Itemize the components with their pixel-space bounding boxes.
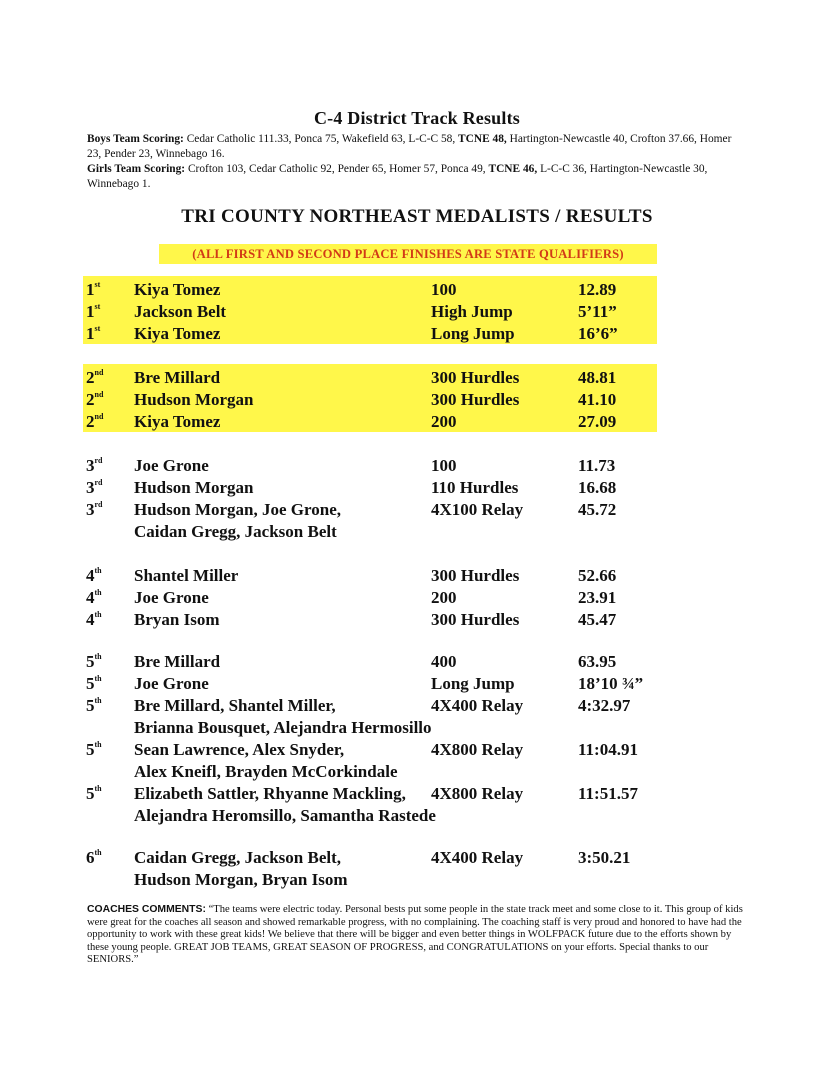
place-number: 5 (86, 784, 95, 803)
result-mark: 3:50.21 (578, 848, 631, 867)
place-suffix: nd (94, 412, 104, 421)
athlete-name: Joe Grone (134, 674, 209, 693)
event-name: 300 Hurdles (431, 390, 520, 409)
place-number: 5 (86, 674, 95, 693)
place-suffix: rd (94, 478, 103, 487)
place-suffix: th (94, 610, 102, 619)
event-name: 100 (431, 456, 457, 475)
place-number: 2 (86, 390, 95, 409)
result-row (86, 455, 706, 477)
document-title: C-4 District Track Results (313, 108, 520, 128)
place-label (86, 477, 103, 499)
result-row (86, 301, 706, 323)
place-suffix: st (94, 302, 101, 311)
athlete-name: Hudson Morgan, Bryan Isom (134, 870, 348, 889)
athlete-name: Kiya Tomez (134, 280, 221, 299)
result-row (86, 739, 706, 761)
athlete-name: Kiya Tomez (134, 412, 221, 431)
girls-team-scoring (87, 162, 747, 192)
place-number: 1 (86, 302, 95, 321)
athlete-name: Bre Millard (134, 368, 221, 387)
place-suffix: rd (94, 500, 103, 509)
place-label (86, 455, 103, 477)
athlete-name: Bre Millard, Shantel Miller, (134, 696, 336, 715)
result-mark: 16.68 (578, 478, 617, 497)
athlete-name: Hudson Morgan (134, 390, 254, 409)
place-number: 1 (86, 280, 95, 299)
place-number: 3 (86, 456, 95, 475)
result-row (86, 805, 706, 827)
place-number: 4 (86, 610, 95, 629)
coaches-comments-text: “The teams were electric today. Personal bests put some people in the state track meet and some close to it. This group of kids were great for the coaches all season and showed remarkable progress, with no complaining. The coaching staff is very proud and honored to have had the opportunity to work with these great kids! We believe that there will be bigger and even better things in WOLFPACK future due to the efforts shown by these young people. GREAT JOB TEAMS, GREAT SEASON OF PROGRESS, and CONGRATULATIONS on your efforts. Special thanks to our SENIORS.” (87, 904, 743, 966)
result-mark: 45.47 (578, 610, 617, 629)
coaches-comments-label: COACHES COMMENTS: (87, 904, 206, 915)
result-mark: 27.09 (578, 412, 617, 431)
athlete-name: Bryan Isom (134, 610, 220, 629)
place-label (86, 301, 100, 323)
place-suffix: st (94, 280, 101, 289)
event-name: 200 (431, 412, 457, 431)
athlete-name: Joe Grone (134, 588, 209, 607)
result-mark: 18’10 ¾” (578, 674, 644, 693)
girls-scoring-text-2: L-C-C 36, Hartington-Newcastle 30, Winnebago 1. (87, 163, 708, 190)
event-name: 300 Hurdles (431, 566, 520, 585)
place-number: 6 (86, 848, 95, 867)
place-suffix: nd (94, 368, 104, 377)
girls-scoring-label: Girls Team Scoring: (87, 163, 186, 175)
athlete-name: Caidan Gregg, Jackson Belt (134, 522, 337, 541)
place-number: 3 (86, 500, 95, 519)
place-label (86, 739, 102, 761)
result-row (86, 367, 706, 389)
boys-scoring-label: Boys Team Scoring: (87, 133, 184, 145)
event-name: 4X100 Relay (431, 500, 524, 519)
result-mark: 63.95 (578, 652, 617, 671)
place-label (86, 565, 102, 587)
event-name: Long Jump (431, 674, 515, 693)
place-suffix: th (94, 696, 102, 705)
event-name: 300 Hurdles (431, 368, 520, 387)
result-row (86, 323, 706, 345)
event-name: 4X800 Relay (431, 740, 524, 759)
event-name: 4X400 Relay (431, 848, 524, 867)
boys-scoring-text-2: Hartington-Newcastle 40, Crofton 37.66, Homer 23, Pender 23, Winnebago 16. (87, 133, 732, 160)
result-mark: 16’6” (578, 324, 618, 343)
result-row (86, 499, 706, 521)
event-name: 400 (431, 652, 457, 671)
place-suffix: nd (94, 390, 104, 399)
result-row (86, 651, 706, 673)
place-label (86, 587, 102, 609)
place-suffix: th (94, 848, 102, 857)
place-label (86, 323, 100, 345)
place-label (86, 499, 103, 521)
athlete-name: Brianna Bousquet, Alejandra Hermosillo (134, 718, 432, 737)
place-label (86, 411, 103, 433)
athlete-name: Bre Millard (134, 652, 221, 671)
result-row (86, 521, 706, 543)
result-mark: 4:32.97 (578, 696, 631, 715)
place-label (86, 651, 102, 673)
event-name: 4X400 Relay (431, 696, 524, 715)
girls-scoring-tcne: TCNE 46, (488, 163, 538, 175)
coaches-comments (87, 904, 747, 967)
result-row (86, 717, 706, 739)
result-row (86, 565, 706, 587)
athlete-name: Hudson Morgan, Joe Grone, (134, 500, 342, 519)
place-label (86, 279, 100, 301)
medalists-heading: TRI COUNTY NORTHEAST MEDALISTS / RESULTS (181, 206, 653, 227)
result-mark: 52.66 (578, 566, 617, 585)
place-number: 2 (86, 412, 95, 431)
result-mark: 23.91 (578, 588, 617, 607)
result-row (86, 411, 706, 433)
place-label (86, 783, 102, 805)
place-label (86, 609, 102, 631)
result-row (86, 783, 706, 805)
event-name: 4X800 Relay (431, 784, 524, 803)
place-number: 4 (86, 588, 95, 607)
boys-scoring-tcne: TCNE 48, (458, 133, 507, 145)
athlete-name: Alejandra Heromsillo, Samantha Rastede (134, 806, 436, 825)
place-label (86, 389, 103, 411)
place-number: 2 (86, 368, 95, 387)
athlete-name: Shantel Miller (134, 566, 239, 585)
girls-scoring-text-1: Crofton 103, Cedar Catholic 92, Pender 65, Homer 57, Ponca 49, (185, 163, 489, 175)
boys-scoring-text-1: Cedar Catholic 111.33, Ponca 75, Wakefield 63, L-C-C 58, (183, 133, 459, 145)
place-suffix: rd (94, 456, 103, 465)
result-mark: 48.81 (578, 368, 617, 387)
place-number: 1 (86, 324, 95, 343)
place-number: 5 (86, 696, 95, 715)
result-mark: 45.72 (578, 500, 617, 519)
result-mark: 11.73 (578, 456, 616, 475)
result-mark: 11:04.91 (578, 740, 638, 759)
event-name: 110 Hurdles (431, 478, 519, 497)
place-number: 5 (86, 740, 95, 759)
event-name: 300 Hurdles (431, 610, 520, 629)
place-number: 5 (86, 652, 95, 671)
result-row (86, 389, 706, 411)
place-number: 3 (86, 478, 95, 497)
place-suffix: th (94, 674, 102, 683)
athlete-name: Alex Kneifl, Brayden McCorkindale (134, 762, 398, 781)
result-mark: 5’11” (578, 302, 617, 321)
place-label (86, 695, 102, 717)
result-row (86, 587, 706, 609)
result-mark: 11:51.57 (578, 784, 638, 803)
result-row (86, 477, 706, 499)
place-label (86, 367, 103, 389)
result-row (86, 673, 706, 695)
place-suffix: th (94, 566, 102, 575)
athlete-name: Jackson Belt (134, 302, 227, 321)
athlete-name: Caidan Gregg, Jackson Belt, (134, 848, 342, 867)
athlete-name: Hudson Morgan (134, 478, 254, 497)
state-qualifier-note: (ALL FIRST AND SECOND PLACE FINISHES ARE STATE QUALIFIERS) (159, 244, 657, 264)
place-label (86, 673, 102, 695)
athlete-name: Sean Lawrence, Alex Snyder, (134, 740, 345, 759)
place-suffix: th (94, 740, 102, 749)
event-name: High Jump (431, 302, 513, 321)
athlete-name: Elizabeth Sattler, Rhyanne Mackling, (134, 784, 406, 803)
result-row (86, 279, 706, 301)
result-mark: 41.10 (578, 390, 617, 409)
event-name: 100 (431, 280, 457, 299)
result-row (86, 847, 706, 869)
place-label (86, 847, 102, 869)
athlete-name: Kiya Tomez (134, 324, 221, 343)
result-row (86, 695, 706, 717)
place-suffix: th (94, 652, 102, 661)
result-row (86, 869, 706, 891)
event-name: Long Jump (431, 324, 515, 343)
event-name: 200 (431, 588, 457, 607)
result-row (86, 609, 706, 631)
place-suffix: th (94, 588, 102, 597)
result-row (86, 761, 706, 783)
place-suffix: th (94, 784, 102, 793)
boys-team-scoring (87, 132, 747, 162)
place-number: 4 (86, 566, 95, 585)
athlete-name: Joe Grone (134, 456, 209, 475)
result-mark: 12.89 (578, 280, 617, 299)
place-suffix: st (94, 324, 101, 333)
